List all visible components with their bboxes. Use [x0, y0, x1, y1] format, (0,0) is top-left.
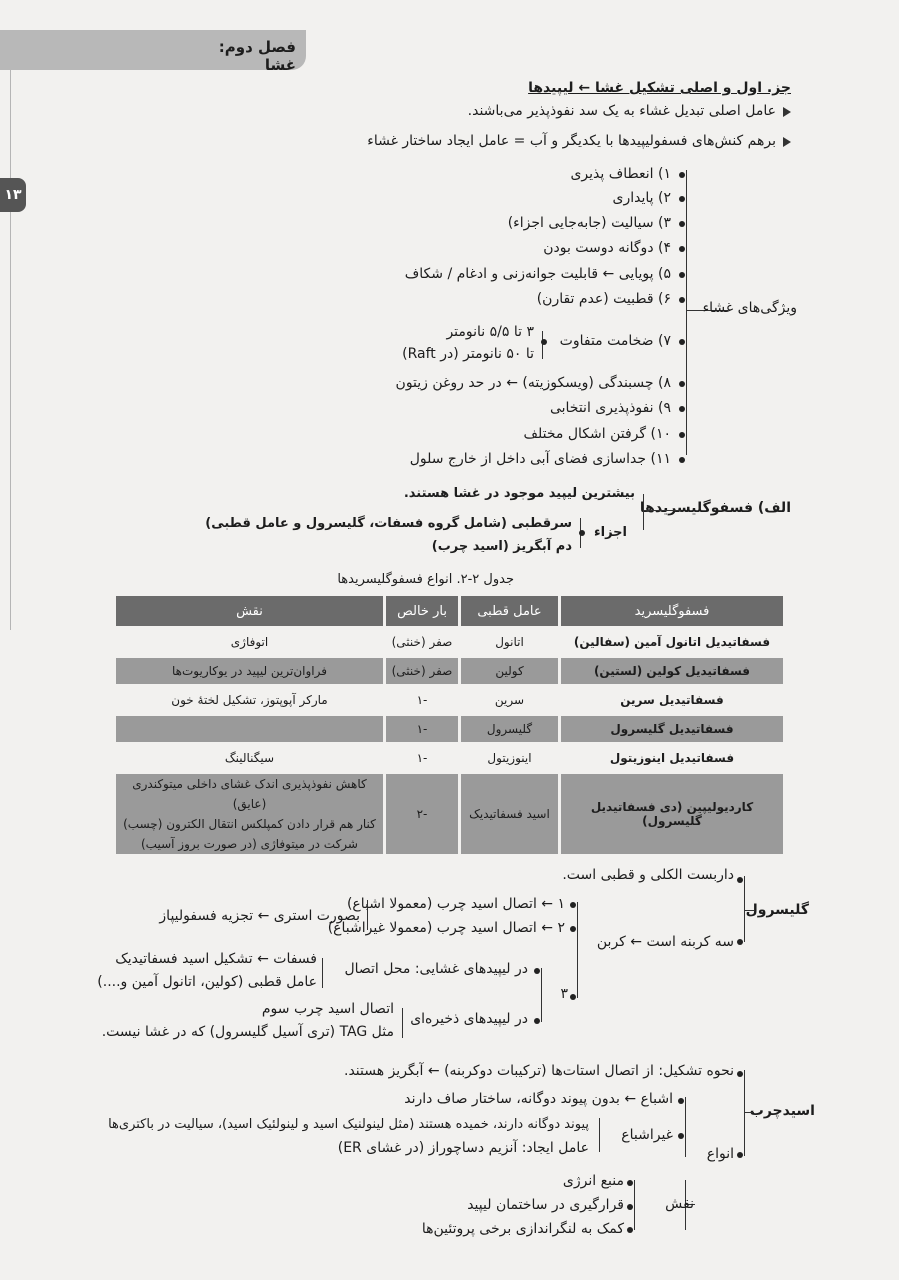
fatty-role-label: نقش: [665, 1196, 694, 1212]
fatty-types-label: انواع: [706, 1146, 734, 1162]
feature-item: ۱۱) جداسازی فضای آبی داخل از خارج سلول: [409, 451, 671, 467]
carbon-ester-note: بصورت استری ← تجزیه فسفولیپاز: [159, 908, 360, 924]
fatty-role: کمک به لنگراندازی برخی پروتئین‌ها: [421, 1221, 624, 1237]
glycerol-label: گلیسرول: [745, 902, 809, 918]
table-row: فسفاتیدیل سرین سرین -۱ مارکر آپوپتوز، تشکیل لختهٔ خون: [171, 693, 724, 707]
features-label: ویژگی‌های غشاء: [702, 300, 797, 316]
feature-item: ۷) ضخامت متفاوت: [559, 333, 671, 349]
carbon-3-tag: مثل TAG (تری آسیل گلیسرول) که در غشا نیست.: [101, 1024, 394, 1040]
table-header-row: [116, 596, 783, 626]
intro-bullet-2: برهم کنش‌های فسفولیپیدها با یکدیگر و آب = عامل ایجاد ساختار غشاء: [367, 133, 776, 149]
feature-item: ۲) پایداری: [612, 190, 671, 206]
feature-item: ۱۰) گرفتن اشکال مختلف: [523, 426, 671, 442]
feature-item: ۵) پویایی ← قابلیت جوانه‌زنی و ادغام / شکاف: [404, 266, 671, 282]
fatty-saturated: اشباع ← بدون پیوند دوگانه، ساختار صاف دارند: [404, 1091, 673, 1107]
carbon-3-polar: عامل قطبی (کولین، اتانول آمین و....): [97, 974, 317, 990]
bullet-arrow-icon: [783, 107, 791, 117]
carbon-3-membrane: در لیپیدهای غشایی: محل اتصال: [344, 961, 528, 977]
table-row: فسفاتیدیل اینوزیتول اینوزیتول -۱ سیگنالینگ: [224, 751, 735, 765]
cardiolipin-role: کاهش نفوذپذیری اندک غشای داخلی میتوکندری (عایق): [132, 777, 367, 811]
cardiolipin-role: شرکت در میتوفاژی (در صورت بروز آسیب): [141, 837, 358, 851]
col-header: نقش: [116, 596, 383, 626]
col-header: فسفوگلیسرید: [561, 596, 783, 626]
intro-bullet-1: عامل اصلی تبدیل غشاء به یک سد نفوذپذیر می‌باشند.: [467, 103, 776, 119]
margin-rule: [10, 70, 11, 630]
features-bracket: [686, 170, 687, 455]
phosphoglyceride-table: [113, 593, 786, 857]
glycerol-line-1: داربست الکلی و قطبی است.: [562, 867, 734, 883]
thickness-range-1: ۳ تا ۵/۵ نانومتر: [446, 324, 534, 340]
carbon-3: ۳: [560, 986, 568, 1002]
fatty-unsaturated-2: عامل ایجاد: آنزیم دساچوراز (در غشای ER): [337, 1140, 589, 1156]
carbon-2: ۲ ← اتصال اسید چرب (معمولا غیراشباع): [327, 920, 565, 936]
carbon-1: ۱ ← اتصال اسید چرب (معمولا اشباع): [346, 896, 565, 912]
glycerol-line-2: سه کربنه است ← کربن: [596, 934, 734, 950]
feature-item: ۴) دوگانه دوست بودن: [543, 240, 671, 256]
col-header: عامل قطبی: [461, 596, 558, 626]
feature-item: ۶) قطبیت (عدم تقارن): [536, 291, 671, 307]
table-row: فسفاتیدیل گلیسرول گلیسرول -۱: [116, 716, 783, 742]
phospho-head: سرقطبی (شامل گروه فسفات، گلیسرول و عامل قطبی): [205, 516, 572, 531]
phospho-line-1: بیشترین لیپید موجود در غشا هستند.: [403, 486, 635, 501]
table-row: کاردیولیپین (دی فسفاتیدیل گلیسرول) اسید فسفاتیدیک -۲ کاهش نفوذپذیری اندک غشای داخلی میتوکندری (عایق) کنار هم قرار دادن کمپلکس انتقال الکترون (چسب) شرکت در میتوفاژی (در صورت بروز آسیب): [116, 774, 783, 854]
table-row: فسفاتیدیل کولین (لستین) کولین صفر (خنثی) فراوان‌ترین لیپید در یوکاریوت‌ها: [116, 658, 783, 684]
phospho-tail: دم آبگریز (اسید چرب): [431, 539, 572, 554]
fatty-role: منبع انرژی: [562, 1173, 624, 1189]
col-header: بار خالص: [386, 596, 458, 626]
phospho-label: الف) فسفوگلیسریدها: [639, 500, 791, 516]
thickness-range-2: تا ۵۰ نانومتر (در Raft): [402, 346, 534, 362]
fatty-unsaturated-1: پیوند دوگانه دارند، خمیده هستند (مثل لینولنیک اسید و لینولئیک اسید)، سیالیت در باکتری‌ها: [108, 1117, 589, 1132]
feature-item: ۹) نفوذپذیری انتخابی: [549, 400, 671, 416]
fatty-role: قرارگیری در ساختمان لیپید: [467, 1197, 624, 1213]
carbon-3-phosphate: فسفات ← تشکیل اسید فسفاتیدیک: [115, 951, 317, 967]
phospho-parts-label: اجزاء: [593, 525, 627, 540]
fatty-unsaturated-label: غیراشباع: [621, 1127, 673, 1143]
fatty-formation: نحوه تشکیل: از اتصال استات‌ها (ترکیبات دوکربنه) ← آبگریز هستند.: [344, 1063, 734, 1079]
cardiolipin-role: کنار هم قرار دادن کمپلکس انتقال الکترون (چسب): [123, 817, 376, 831]
chapter-title: فصل دوم: غشا: [218, 38, 296, 74]
feature-item: ۱) انعطاف پذیری: [570, 166, 671, 182]
fatty-acid-label: اسیدچرب: [749, 1103, 815, 1119]
bullet-arrow-icon: [783, 137, 791, 147]
carbon-3-storage: در لیپیدهای ذخیره‌ای: [410, 1011, 528, 1027]
feature-item: ۳) سیالیت (جابه‌جایی اجزاء): [507, 215, 671, 231]
section-heading: جز. اول و اصلی تشکیل غشا ← لیپیدها: [528, 80, 791, 96]
feature-item: ۸) چسبندگی (ویسکوزیته) ← در حد روغن زیتون: [395, 375, 671, 391]
table-caption: جدول ۲-۲. انواع فسفوگلیسریدها: [337, 572, 514, 587]
page-number: ۱۳: [0, 178, 26, 212]
carbon-3-third: اتصال اسید چرب سوم: [261, 1001, 394, 1017]
table-row: فسفاتیدیل اتانول آمین (سفالین) اتانول صفر (خنثی) اتوفاژی: [230, 635, 771, 649]
